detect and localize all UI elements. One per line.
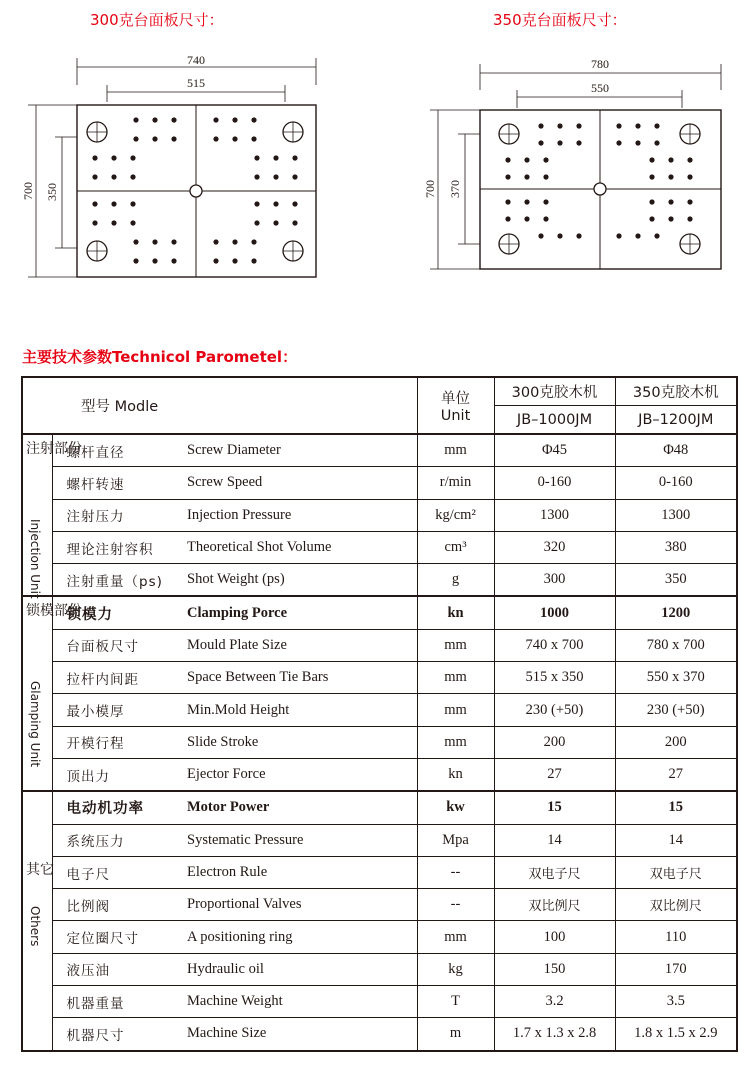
param-value-1: 515 x 350 [494,662,615,694]
param-en: A positioning ring [187,921,417,953]
group-others [22,791,52,1050]
table-row [22,499,737,531]
plate-height-label: 700 [21,182,35,200]
param-value-1: 14 [494,824,615,856]
param-cn: 系统压力 [52,824,187,856]
unit-header-en: Unit [440,408,471,424]
tie-bar-height-label: 350 [45,183,59,201]
param-unit: -- [417,889,494,921]
param-value-1: 15 [494,791,615,824]
table-row [22,856,737,888]
param-value-1: 3.2 [494,986,615,1018]
param-unit: mm [417,662,494,694]
param-cn: 最小模厚 [52,694,187,726]
plate-height-label: 700 [423,180,437,198]
param-unit: cm³ [417,531,494,563]
param-value-1: 300 [494,564,615,597]
param-value-1: 1.7 x 1.3 x 2.8 [494,1018,615,1051]
group-injection [22,434,82,599]
param-en: Electron Rule [187,856,417,888]
unit-header-cn: 单位 [441,391,471,407]
param-unit: mm [417,629,494,661]
param-cn: 机器重量 [52,986,187,1018]
group-label-en: Others [28,906,42,947]
tie-bar-height-label: 370 [448,180,462,198]
param-value-2: 350 [615,564,737,597]
param-value-2: 550 x 370 [615,662,737,694]
table-row [22,564,737,597]
param-unit: mm [417,694,494,726]
group-label-cn: 注射部份 [26,441,82,457]
param-en: Shot Weight (ps) [187,564,417,597]
param-en: Proportional Valves [187,889,417,921]
section-title: 主要技术参数Technicol Parometel： [22,348,298,366]
param-unit: mm [417,726,494,758]
param-cn: 液压油 [52,953,187,985]
model-header: 型号 Modle [22,377,417,434]
param-cn: 定位圈尺寸 [52,921,187,953]
table-row [22,921,737,953]
table-row [22,1018,737,1051]
table-row [22,726,737,758]
param-value-1: 150 [494,953,615,985]
param-value-2: 1200 [615,596,737,629]
param-unit: -- [417,856,494,888]
param-unit: T [417,986,494,1018]
table-row [22,629,737,661]
param-cn: 螺杆转速 [52,467,187,499]
col1-model: JB–1000JM [494,406,615,435]
param-value-1: 双比例尺 [494,889,615,921]
param-cn: 机器尺寸 [52,1018,187,1051]
group-label-cn: 其它 [26,862,54,879]
header-row [22,377,737,406]
param-value-2: 双比例尺 [615,889,737,921]
group-label-en: Injection Unit [28,519,42,599]
col1-name: 300克胶木机 [494,377,615,406]
param-unit: r/min [417,467,494,499]
param-en: Min.Mold Height [187,694,417,726]
mould-plate-diagram-350 [420,50,730,280]
param-unit: mm [417,921,494,953]
group-label-en: Glamping Unit [28,681,42,768]
param-cn: 拉杆内间距 [52,662,187,694]
unit-header [417,377,494,434]
group-clamping [22,596,82,791]
param-en: Machine Size [187,1018,417,1051]
param-value-1: Φ45 [494,434,615,467]
param-value-1: 双电子尺 [494,856,615,888]
param-unit: kn [417,596,494,629]
param-cn: 螺杆直径 [52,434,187,467]
param-en: Screw Speed [187,467,417,499]
param-value-2: 27 [615,758,737,791]
param-value-2: 170 [615,953,737,985]
param-en: Ejector Force [187,758,417,791]
plate-title-350: 350克台面板尺寸： [493,11,627,29]
param-unit: kw [417,791,494,824]
param-cn: 比例阀 [52,889,187,921]
param-cn: 注射重量（ps) [52,564,187,597]
table-row [22,467,737,499]
param-unit: kg [417,953,494,985]
param-cn: 注射压力 [52,499,187,531]
param-value-1: 27 [494,758,615,791]
param-value-2: 0-160 [615,467,737,499]
param-unit: kn [417,758,494,791]
group-label-cn: 锁模部份 [26,603,82,620]
param-value-2: 200 [615,726,737,758]
param-unit: Mpa [417,824,494,856]
param-cn: 锁模力 [52,596,187,629]
param-value-2: Φ48 [615,434,737,467]
param-value-2: 15 [615,791,737,824]
param-value-2: 230 (+50) [615,694,737,726]
param-en: Systematic Pressure [187,824,417,856]
param-en: Mould Plate Size [187,629,417,661]
param-en: Injection Pressure [187,499,417,531]
param-unit: kg/cm² [417,499,494,531]
param-en: Hydraulic oil [187,953,417,985]
table-row [22,694,737,726]
param-en: Clamping Porce [187,596,417,629]
param-en: Theoretical Shot Volume [187,531,417,563]
param-en: Screw Diameter [187,434,417,467]
table-row [22,986,737,1018]
param-en: Slide Stroke [187,726,417,758]
param-value-1: 1300 [494,499,615,531]
param-cn: 电子尺 [52,856,187,888]
param-unit: m [417,1018,494,1051]
col2-model: JB–1200JM [615,406,737,435]
param-value-2: 380 [615,531,737,563]
tie-bar-width-label: 515 [187,76,205,90]
tie-bar-width-label: 550 [591,81,609,95]
table-row [22,596,737,629]
table-row [22,531,737,563]
param-value-1: 200 [494,726,615,758]
param-cn: 电动机功率 [52,791,187,824]
plate-title-300: 300克台面板尺寸： [90,11,224,29]
param-cn: 台面板尺寸 [52,629,187,661]
table-row [22,758,737,791]
table-row [22,434,737,467]
param-value-1: 740 x 700 [494,629,615,661]
param-value-2: 1300 [615,499,737,531]
param-en: Space Between Tie Bars [187,662,417,694]
table-row [22,889,737,921]
param-value-2: 14 [615,824,737,856]
param-value-1: 100 [494,921,615,953]
param-cn: 理论注射容积 [52,531,187,563]
table-row [22,824,737,856]
param-unit: g [417,564,494,597]
param-value-2: 1.8 x 1.5 x 2.9 [615,1018,737,1051]
param-value-1: 230 (+50) [494,694,615,726]
table-row [22,662,737,694]
param-unit: mm [417,434,494,467]
param-en: Machine Weight [187,986,417,1018]
table-row [22,953,737,985]
param-value-2: 双电子尺 [615,856,737,888]
mould-plate-diagram-300 [20,40,320,285]
plate-width-label: 740 [187,53,205,67]
param-en: Motor Power [187,791,417,824]
plate-width-label: 780 [591,57,609,71]
param-value-1: 320 [494,531,615,563]
spec-table [21,376,738,1052]
param-cn: 顶出力 [52,758,187,791]
param-value-1: 1000 [494,596,615,629]
param-value-2: 110 [615,921,737,953]
param-value-1: 0-160 [494,467,615,499]
param-cn: 开模行程 [52,726,187,758]
param-value-2: 3.5 [615,986,737,1018]
param-value-2: 780 x 700 [615,629,737,661]
col2-name: 350克胶木机 [615,377,737,406]
table-row [22,791,737,824]
